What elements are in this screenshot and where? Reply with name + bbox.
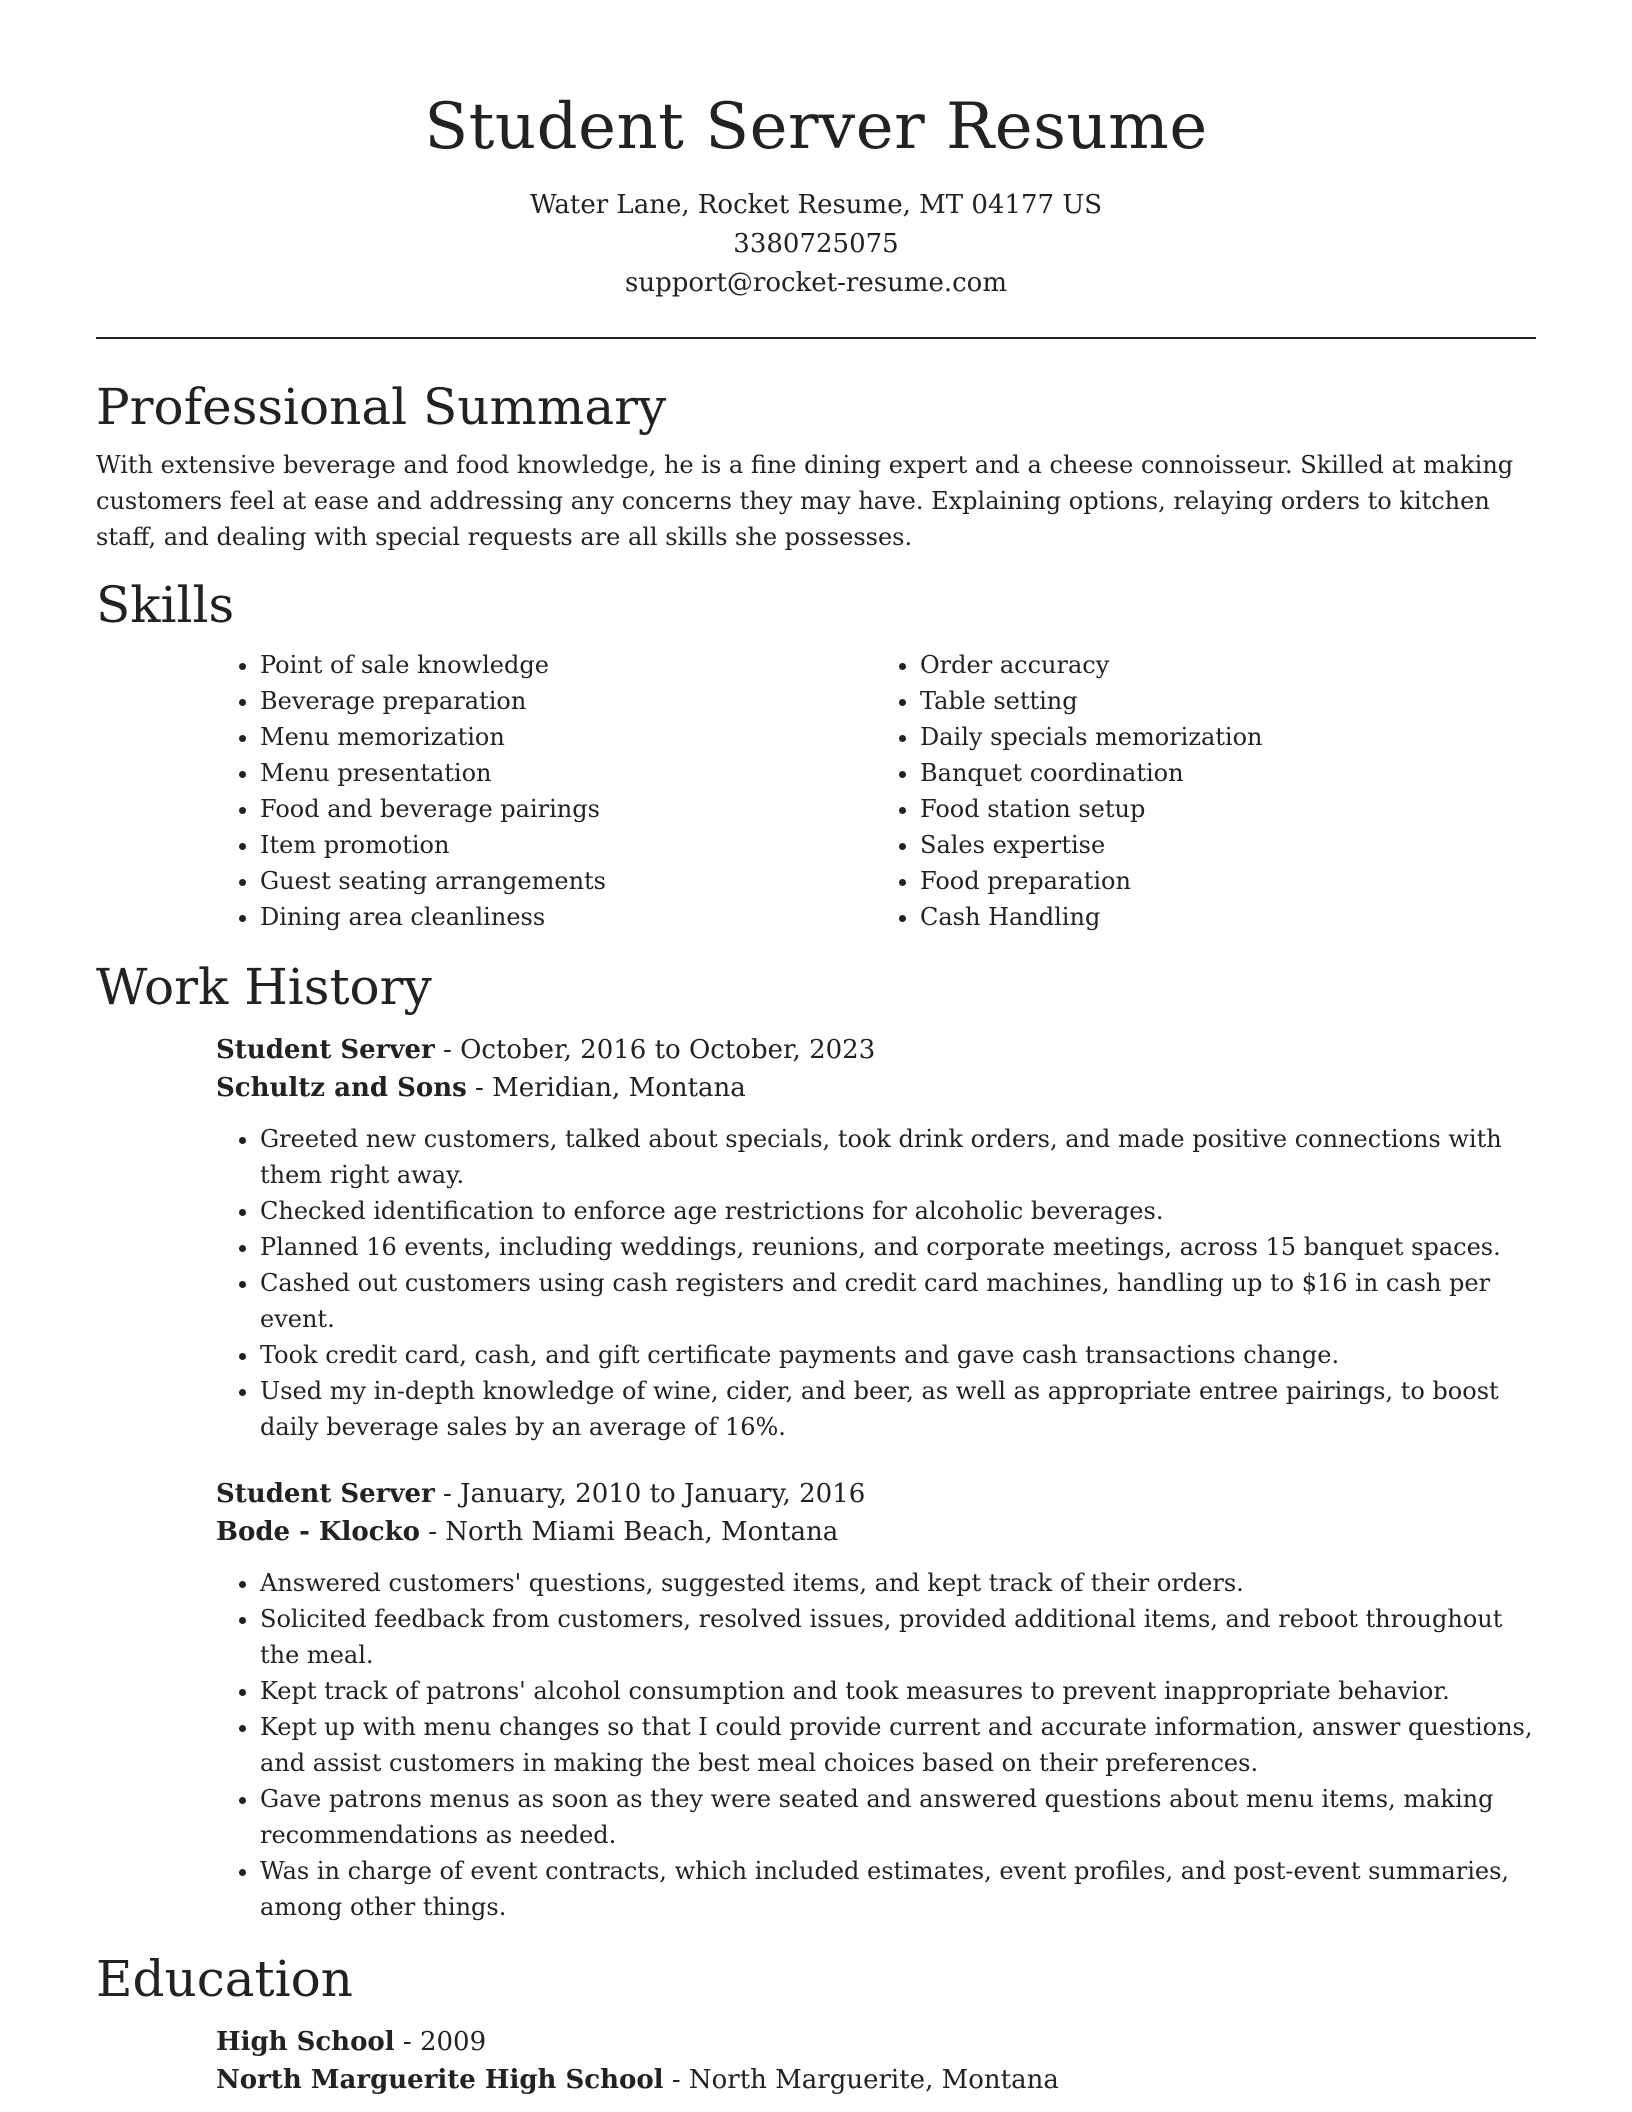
skill-item: • Item promotion bbox=[260, 827, 876, 863]
contact-block bbox=[96, 186, 1536, 303]
work-history-heading: Work History bbox=[96, 958, 432, 1016]
contact-address: Water Lane, Rocket Resume, MT 04177 US bbox=[529, 190, 1103, 220]
education-year: - 2009 bbox=[394, 2027, 487, 2057]
job-duty: • Kept up with menu changes so that I could provide current and accurate information, answer questions, and assist customers in making the best meal choices based on their preferences. bbox=[260, 1709, 1536, 1781]
job-duties-list bbox=[216, 1121, 1536, 1445]
skill-item: • Beverage preparation bbox=[260, 683, 876, 719]
job-company-line bbox=[216, 1513, 1536, 1551]
skill-item: • Cash Handling bbox=[920, 899, 1536, 935]
job-dates: - October, 2016 to October, 2023 bbox=[434, 1035, 876, 1065]
job-duty: • Took credit card, cash, and gift certificate payments and gave cash transactions change. bbox=[260, 1337, 1536, 1373]
education-school-line bbox=[216, 2061, 1536, 2099]
education-degree-line bbox=[216, 2023, 1536, 2061]
job-company-line bbox=[216, 1069, 1536, 1107]
job-duty: • Used my in-depth knowledge of wine, cider, and beer, as well as appropriate entree pairings, to boost daily beverage sales by an average of 16%. bbox=[260, 1373, 1536, 1445]
resume-page bbox=[96, 0, 1536, 2099]
job-entry bbox=[216, 1031, 1536, 1445]
job-company: Schultz and Sons bbox=[216, 1073, 467, 1103]
skill-item: • Food station setup bbox=[920, 791, 1536, 827]
summary-heading: Professional Summary bbox=[96, 378, 667, 436]
skill-item: • Table setting bbox=[920, 683, 1536, 719]
skills-list-right bbox=[876, 647, 1536, 935]
education-entry bbox=[216, 2023, 1536, 2099]
job-title-line bbox=[216, 1475, 1536, 1513]
skill-item: • Food preparation bbox=[920, 863, 1536, 899]
job-dates: - January, 2010 to January, 2016 bbox=[434, 1479, 866, 1509]
contact-email: support@rocket-resume.com bbox=[624, 268, 1007, 298]
job-title: Student Server bbox=[216, 1479, 435, 1509]
job-duty: • Checked identification to enforce age restrictions for alcoholic beverages. bbox=[260, 1193, 1536, 1229]
skill-item: • Menu presentation bbox=[260, 755, 876, 791]
job-duty: • Solicited feedback from customers, resolved issues, provided additional items, and reboot throughout the meal. bbox=[260, 1601, 1536, 1673]
skill-item: • Sales expertise bbox=[920, 827, 1536, 863]
job-location: - North Miami Beach, Montana bbox=[419, 1517, 839, 1547]
header-divider bbox=[96, 337, 1536, 339]
education-school: North Marguerite High School bbox=[216, 2065, 664, 2095]
job-duty: • Planned 16 events, including weddings, reunions, and corporate meetings, across 15 banquet spaces. bbox=[260, 1229, 1536, 1265]
summary-text: With extensive beverage and food knowledge, he is a fine dining expert and a cheese connoisseur. Skilled at making customers feel at ease and addressing any concerns they may have. Explaining options, relaying orders to kitchen staff, and dealing with special requests are all skills she possesses. bbox=[96, 451, 1514, 551]
job-entry bbox=[216, 1475, 1536, 1925]
job-duty: • Was in charge of event contracts, which included estimates, event profiles, and post-event summaries, among other things. bbox=[260, 1853, 1536, 1925]
contact-phone: 3380725075 bbox=[733, 229, 899, 259]
job-duty: • Kept track of patrons' alcohol consumption and took measures to prevent inappropriate behavior. bbox=[260, 1673, 1536, 1709]
job-duty: • Gave patrons menus as soon as they were seated and answered questions about menu items, making recommendations as needed. bbox=[260, 1781, 1536, 1853]
job-company: Bode - Klocko bbox=[216, 1517, 420, 1547]
job-location: - Meridian, Montana bbox=[466, 1073, 746, 1103]
skill-item: • Food and beverage pairings bbox=[260, 791, 876, 827]
skills-heading: Skills bbox=[96, 576, 235, 634]
resume-title: Student Server Resume bbox=[424, 90, 1208, 164]
skill-item: • Guest seating arrangements bbox=[260, 863, 876, 899]
skill-item: • Daily specials memorization bbox=[920, 719, 1536, 755]
skill-item: • Order accuracy bbox=[920, 647, 1536, 683]
skill-item: • Banquet coordination bbox=[920, 755, 1536, 791]
skills-columns bbox=[216, 647, 1536, 935]
skill-item: • Dining area cleanliness bbox=[260, 899, 876, 935]
job-duty: • Cashed out customers using cash registers and credit card machines, handling up to $16 in cash per event. bbox=[260, 1265, 1536, 1337]
education-location: - North Marguerite, Montana bbox=[663, 2065, 1059, 2095]
job-duty: • Greeted new customers, talked about specials, took drink orders, and made positive connections with them right away. bbox=[260, 1121, 1536, 1193]
job-duty: • Answered customers' questions, suggested items, and kept track of their orders. bbox=[260, 1565, 1536, 1601]
job-duties-list bbox=[216, 1565, 1536, 1925]
education-degree: High School bbox=[216, 2027, 395, 2057]
job-title: Student Server bbox=[216, 1035, 435, 1065]
skill-item: • Point of sale knowledge bbox=[260, 647, 876, 683]
job-title-line bbox=[216, 1031, 1536, 1069]
skill-item: • Menu memorization bbox=[260, 719, 876, 755]
skills-list-left bbox=[216, 647, 876, 935]
education-heading: Education bbox=[96, 1950, 353, 2008]
